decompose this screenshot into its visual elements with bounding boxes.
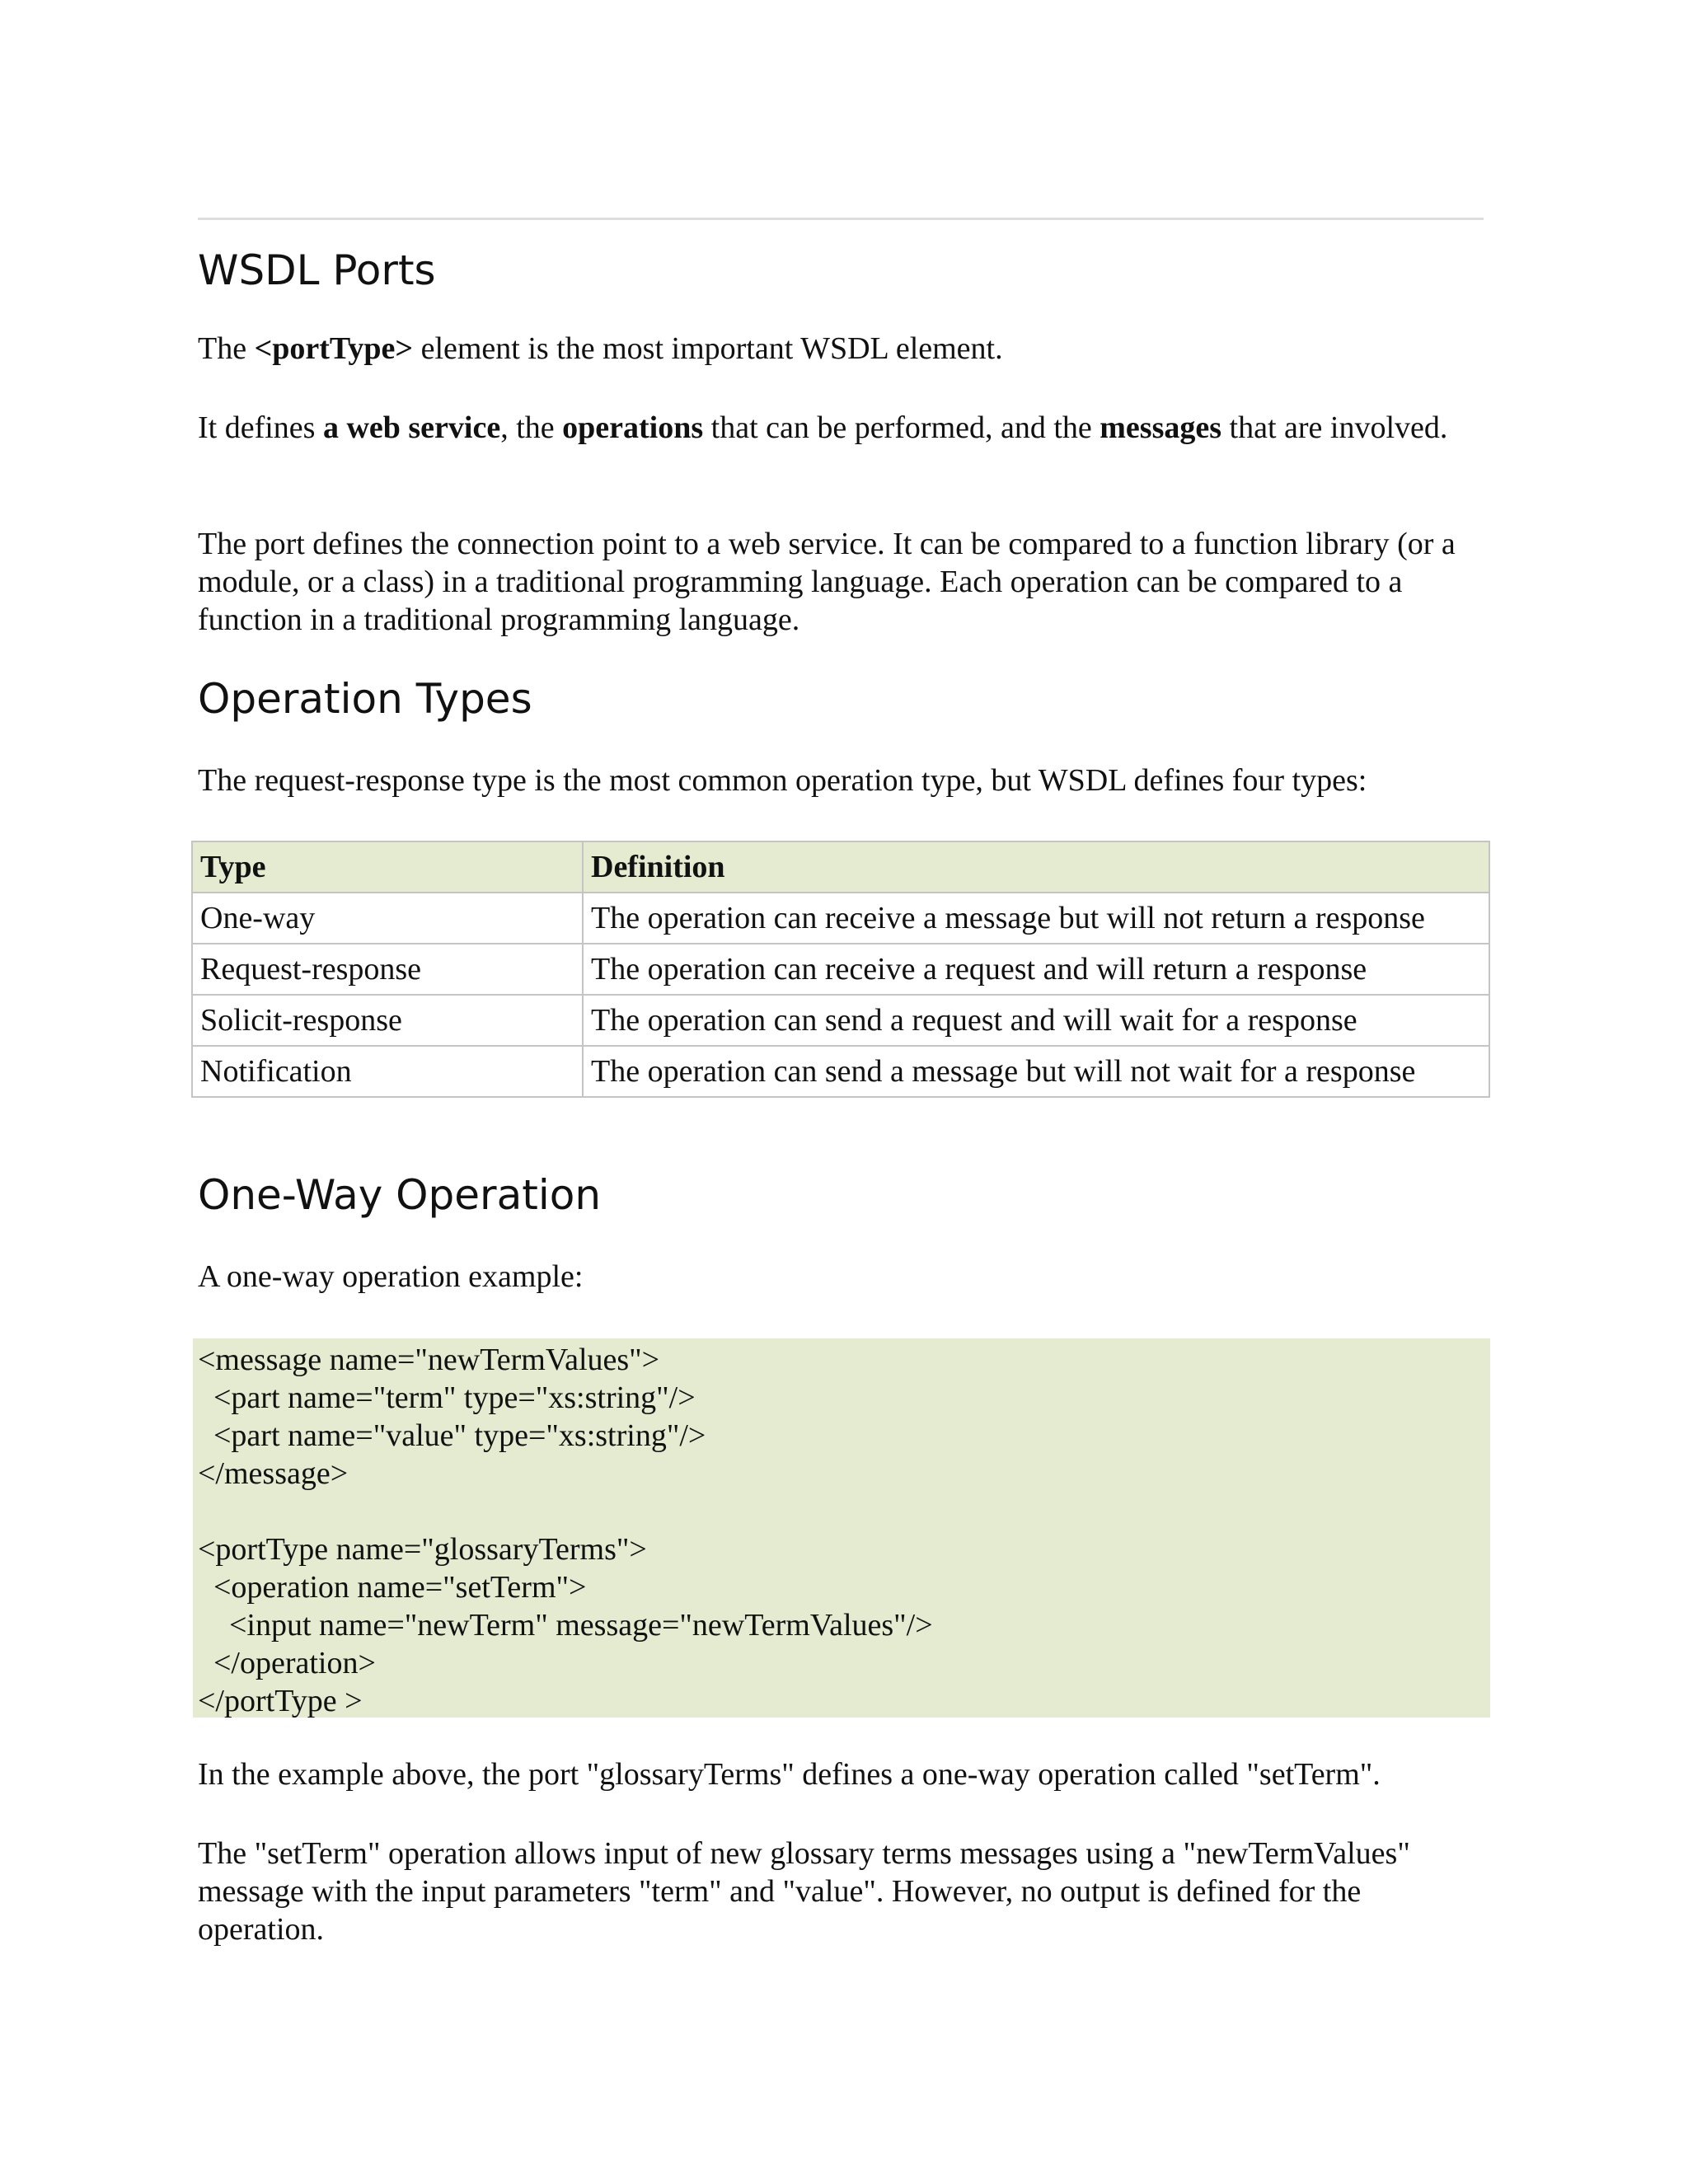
code-line: [193, 1493, 1490, 1530]
one-way-explanation-2: The "setTerm" operation allows input of new glossary terms messages using a "newTermValues" message with the input parameters "term" and "value". However, no output is defined for the operation.: [198, 1836, 1410, 1947]
table-header-type: Type: [192, 841, 583, 893]
table-row: [192, 944, 1489, 995]
code-line: <part name="value" type="xs:string"/>: [198, 1418, 706, 1453]
porttype-element-name: <portType>: [254, 331, 414, 366]
one-way-intro: A one-way operation example:: [198, 1259, 584, 1294]
code-line: <operation name="setTerm">: [198, 1570, 587, 1605]
table-row: [192, 995, 1489, 1046]
table-cell-type: Request-response: [192, 944, 583, 995]
table-cell-type: One-way: [192, 893, 583, 944]
table-cell-type: Notification: [192, 1046, 583, 1097]
table-header-row: [192, 841, 1489, 893]
code-line: </operation>: [198, 1646, 376, 1680]
table-cell-definition: The operation can receive a message but will not return a response: [583, 893, 1489, 944]
heading-operation-types: Operation Types: [198, 675, 532, 723]
table-cell-type: Solicit-response: [192, 995, 583, 1046]
code-line: </portType >: [198, 1684, 363, 1718]
top-divider: [198, 218, 1484, 220]
code-line: <part name="term" type="xs:string"/>: [198, 1380, 696, 1415]
code-line: </message>: [198, 1456, 349, 1491]
operation-types-table: [191, 841, 1490, 1098]
table-cell-definition: The operation can send a request and will wait for a response: [583, 995, 1489, 1046]
code-line: <portType name="glossaryTerms">: [198, 1532, 647, 1567]
table-row: [192, 1046, 1489, 1097]
one-way-explanation-1: In the example above, the port "glossaryTerms" defines a one-way operation called "setTerm".: [198, 1757, 1381, 1792]
table-row: [192, 893, 1489, 944]
table-header-definition: Definition: [583, 841, 1489, 893]
heading-one-way-operation: One-Way Operation: [198, 1171, 602, 1219]
ports-paragraph-3: The port defines the connection point to a web service. It can be compared to a function library (or a module, or a class) in a traditional programming language. Each operation can be compared to a function in a traditional programming language.: [198, 527, 1456, 637]
code-line: <message name="newTermValues">: [198, 1343, 660, 1377]
code-example-block: [193, 1338, 1490, 1718]
code-line: <input name="newTerm" message="newTermValues"/>: [198, 1608, 933, 1643]
table-cell-definition: The operation can receive a request and will return a response: [583, 944, 1489, 995]
table-cell-definition: The operation can send a message but will not wait for a response: [583, 1046, 1489, 1097]
ports-paragraph-1: The <portType> element is the most important WSDL element.: [198, 331, 1003, 366]
heading-wsdl-ports: WSDL Ports: [198, 246, 436, 294]
operation-types-intro: The request-response type is the most common operation type, but WSDL defines four types:: [198, 763, 1367, 798]
ports-paragraph-2: It defines a web service, the operations that can be performed, and the messages that are involved.: [198, 410, 1448, 445]
